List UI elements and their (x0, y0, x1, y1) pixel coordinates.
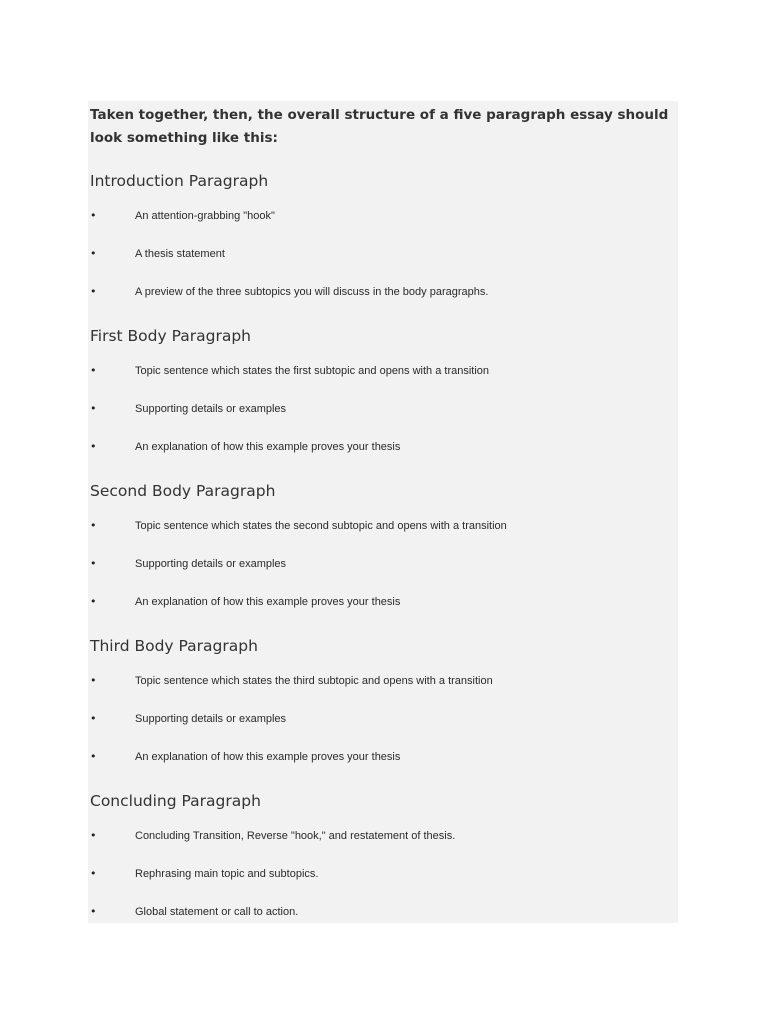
bullet-list (90, 210, 670, 324)
list-item-text: An explanation of how this example proves your thesis (135, 596, 401, 608)
bullet-icon: • (90, 829, 97, 842)
list-item-text: A preview of the three subtopics you will discuss in the body paragraphs. (135, 286, 489, 298)
bullet-icon: • (90, 209, 97, 222)
section-heading: Concluding Paragraph (90, 792, 261, 810)
list-item (90, 286, 670, 324)
bullet-icon: • (90, 557, 97, 570)
list-item-text: Global statement or call to action. (135, 906, 299, 918)
bullet-icon: • (90, 364, 97, 377)
section-heading: Introduction Paragraph (90, 172, 269, 190)
intro-paragraph: Taken together, then, the overall structure of a five paragraph essay should look something like this: (90, 107, 669, 146)
bullet-icon: • (90, 402, 97, 415)
list-item (90, 210, 670, 248)
list-item-text: A thesis statement (135, 248, 225, 260)
list-item-text: An explanation of how this example proves your thesis (135, 751, 401, 763)
bullet-icon: • (90, 905, 97, 918)
bullet-icon: • (90, 247, 97, 260)
list-item-text: Topic sentence which states the second subtopic and opens with a transition (135, 520, 507, 532)
bullet-list (90, 675, 670, 789)
list-item-text: Concluding Transition, Reverse "hook," and restatement of thesis. (135, 830, 456, 842)
list-item (90, 403, 670, 441)
bullet-list (90, 365, 670, 479)
list-item (90, 558, 670, 596)
bullet-list (90, 520, 670, 634)
section-second-body-paragraph (90, 481, 670, 634)
bullet-icon: • (90, 285, 97, 298)
section-introduction-paragraph (90, 171, 670, 324)
section-heading: Third Body Paragraph (90, 637, 258, 655)
list-item (90, 675, 670, 713)
list-item (90, 906, 670, 944)
list-item-text: Rephrasing main topic and subtopics. (135, 868, 319, 880)
bullet-icon: • (90, 519, 97, 532)
list-item (90, 751, 670, 789)
list-item-text: An explanation of how this example proves your thesis (135, 441, 401, 453)
bullet-icon: • (90, 595, 97, 608)
section-first-body-paragraph (90, 326, 670, 479)
list-item (90, 248, 670, 286)
list-item-text: Topic sentence which states the third subtopic and opens with a transition (135, 675, 493, 687)
list-item (90, 713, 670, 751)
bullet-icon: • (90, 674, 97, 687)
list-item (90, 441, 670, 479)
section-heading: First Body Paragraph (90, 327, 251, 345)
section-concluding-paragraph (90, 791, 670, 944)
list-item (90, 365, 670, 403)
list-item (90, 520, 670, 558)
list-item-text: Supporting details or examples (135, 558, 287, 570)
bullet-list (90, 830, 670, 944)
list-item-text: Supporting details or examples (135, 713, 287, 725)
list-item (90, 830, 670, 868)
section-heading: Second Body Paragraph (90, 482, 276, 500)
bullet-icon: • (90, 867, 97, 880)
list-item (90, 868, 670, 906)
section-third-body-paragraph (90, 636, 670, 789)
list-item-text: An attention-grabbing "hook" (135, 210, 275, 222)
bullet-icon: • (90, 750, 97, 763)
list-item-text: Topic sentence which states the first subtopic and opens with a transition (135, 365, 490, 377)
bullet-icon: • (90, 712, 97, 725)
list-item (90, 596, 670, 634)
bullet-icon: • (90, 440, 97, 453)
list-item-text: Supporting details or examples (135, 403, 287, 415)
